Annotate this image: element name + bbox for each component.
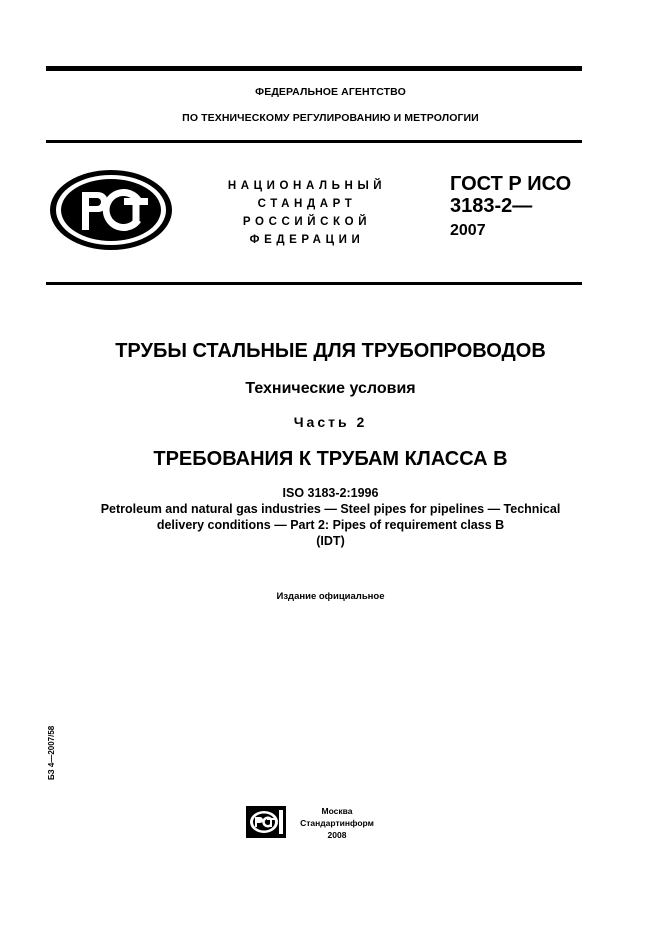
document-part: Часть 2	[293, 414, 368, 430]
standard-type-block	[198, 177, 416, 249]
document-title: ТРУБЫ СТАЛЬНЫЕ ДЛЯ ТРУБОПРОВОДОВ	[115, 340, 546, 362]
top-rule	[46, 66, 582, 71]
standard-type-line-1: НАЦИОНАЛЬНЫЙ	[227, 180, 387, 192]
iso-number: ISO 3183-2:1996	[282, 486, 379, 500]
iso-title-line-1: Petroleum and natural gas industries — Steel pipes for pipelines — Technical	[100, 502, 561, 516]
edition-label: Издание официальное	[276, 591, 385, 602]
standard-type-line-4: ФЕДЕРАЦИИ	[249, 234, 365, 246]
designation-divider	[46, 282, 582, 285]
designation-line-2: 3183-2—	[450, 195, 533, 217]
designation-year: 2007	[450, 222, 486, 239]
standard-type-line-2: СТАНДАРТ	[257, 198, 357, 210]
publisher-city: Москва	[321, 806, 353, 816]
standartinform-logo-icon	[245, 805, 287, 839]
agency-line-2: ПО ТЕХНИЧЕСКОМУ РЕГУЛИРОВАНИЮ И МЕТРОЛОГИИ	[182, 112, 479, 124]
document-subtitle: Технические условия	[245, 380, 416, 397]
designation-line-1: ГОСТ Р ИСО	[450, 173, 572, 195]
designation	[450, 173, 571, 217]
standard-type-line-3: РОССИЙСКОЙ	[242, 216, 372, 228]
publisher-year: 2008	[327, 830, 347, 840]
iso-equivalence: (IDT)	[316, 534, 345, 548]
iso-reference	[0, 485, 661, 549]
publisher-block	[292, 805, 382, 841]
publisher-name: Стандартинформ	[300, 818, 374, 828]
agency-line-1: ФЕДЕРАЛЬНОЕ АГЕНТСТВО	[255, 86, 406, 98]
rst-emblem-icon	[48, 168, 174, 252]
document-part-title: ТРЕБОВАНИЯ К ТРУБАМ КЛАССА В	[153, 448, 508, 470]
iso-title-line-2: delivery conditions — Part 2: Pipes of requirement class B	[156, 518, 505, 532]
header-divider	[46, 140, 582, 143]
side-code: БЗ 4—2007/58	[47, 725, 56, 780]
